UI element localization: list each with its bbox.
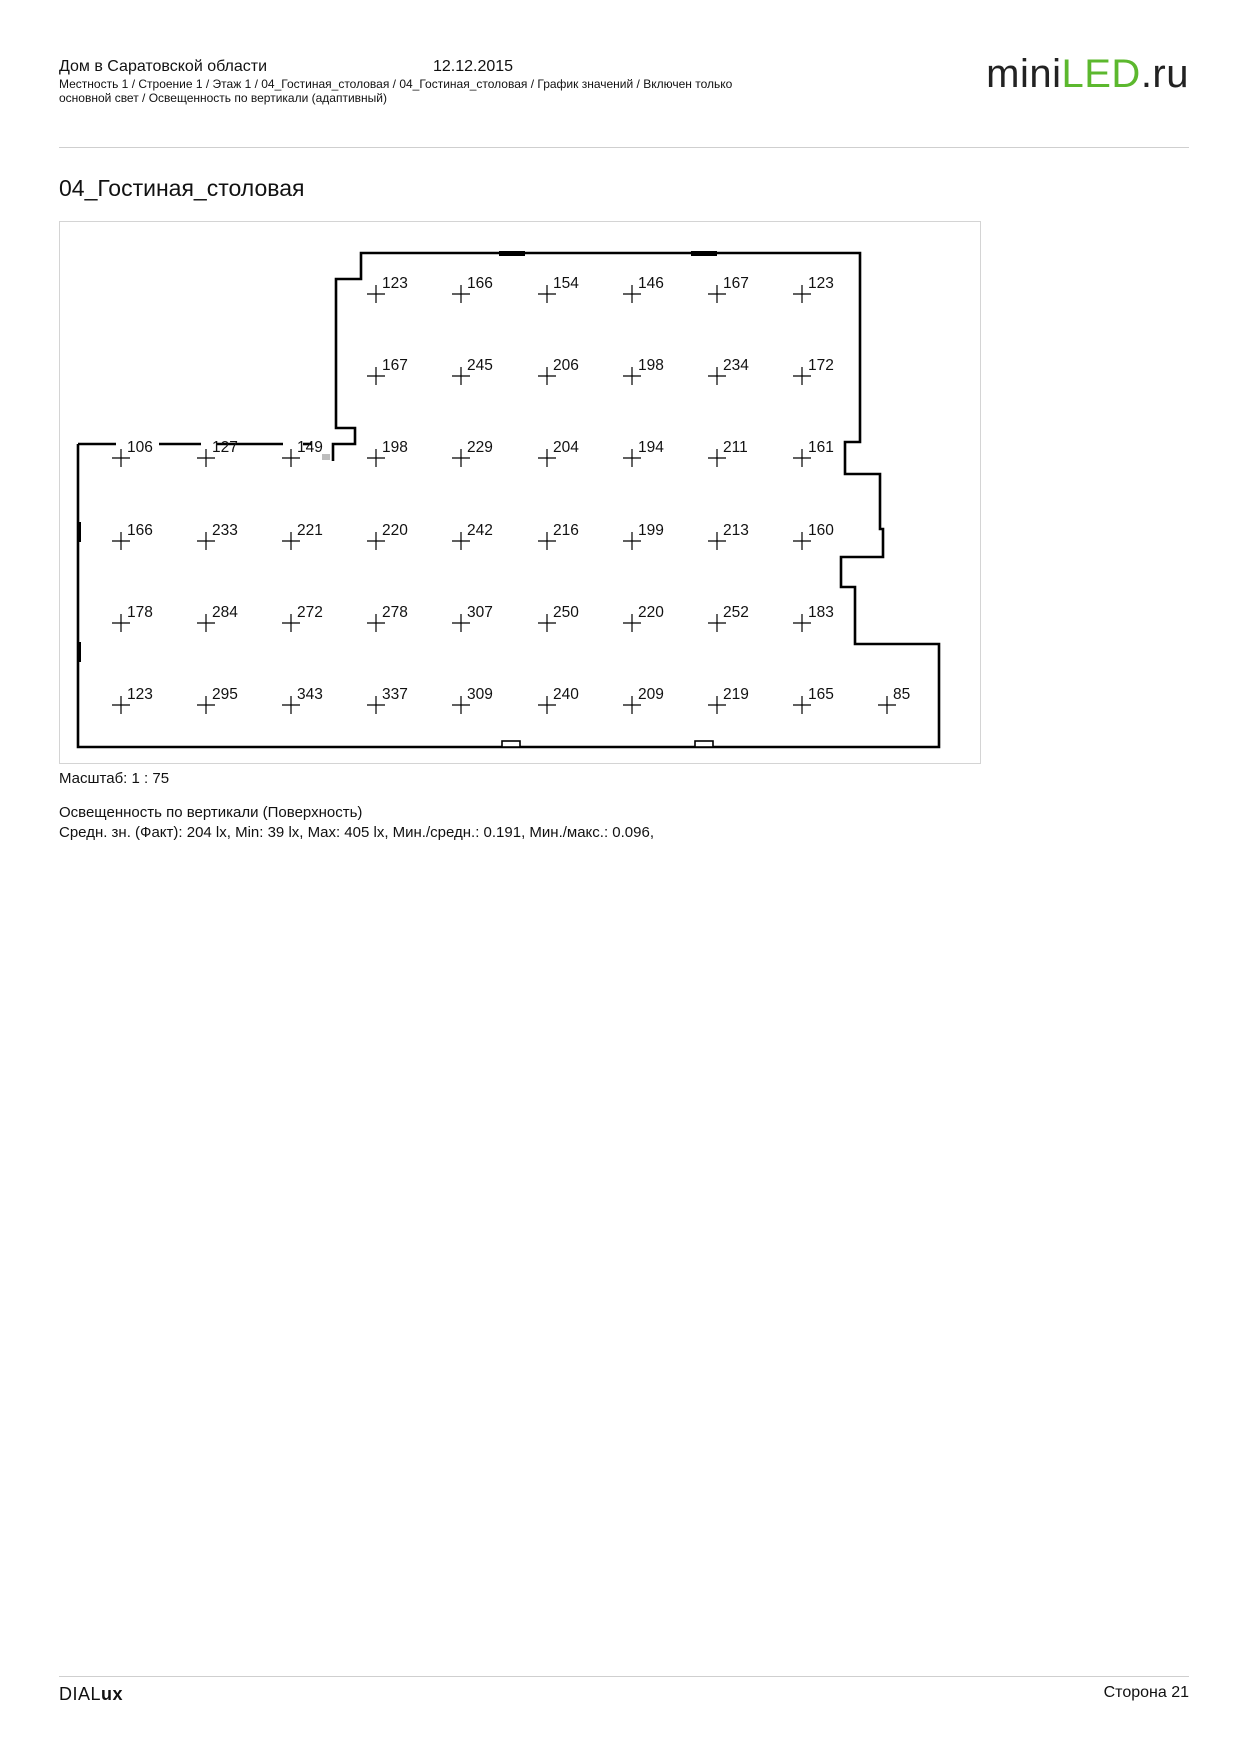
room-plan-frame <box>59 221 981 764</box>
point-value: 149 <box>297 439 323 456</box>
logo-accent: LED <box>1061 52 1141 96</box>
point-value: 209 <box>638 686 664 703</box>
brand-light: DIAL <box>59 1684 102 1704</box>
measurement-point <box>793 439 834 467</box>
page-title: 04_Гостиная_столовая <box>59 175 305 201</box>
measurement-point <box>282 522 323 550</box>
point-value: 167 <box>723 275 749 292</box>
dialux-logo <box>59 1684 123 1705</box>
measurement-point <box>708 275 749 303</box>
point-value: 194 <box>638 439 664 456</box>
measurement-points <box>112 275 910 714</box>
point-value: 165 <box>808 686 834 703</box>
measurement-point <box>623 439 664 467</box>
measurement-point <box>878 686 910 714</box>
measurement-point <box>708 604 749 632</box>
measurement-point <box>538 686 579 714</box>
window-marker <box>691 251 717 256</box>
measurement-point <box>197 522 238 550</box>
measurement-point <box>538 439 579 467</box>
point-value: 211 <box>723 439 748 456</box>
measurement-point <box>793 604 834 632</box>
point-value: 213 <box>723 522 749 539</box>
point-value: 146 <box>638 275 664 292</box>
scale-label: Масштаб: 1 : 75 <box>59 770 170 787</box>
point-value: 123 <box>808 275 834 292</box>
point-value: 216 <box>553 522 579 539</box>
point-value: 198 <box>638 357 664 374</box>
point-value: 221 <box>297 522 323 539</box>
point-value: 123 <box>382 275 408 292</box>
measurement-point <box>793 275 834 303</box>
breadcrumb: Местность 1 / Строение 1 / Этаж 1 / 04_Гостиная_столовая / 04_Гостиная_столовая / График значений / Включен только основной свет / Освещенность по вертикали (адаптивный) <box>59 77 733 105</box>
measurement-point <box>367 686 408 714</box>
point-value: 337 <box>382 686 408 703</box>
measurement-point <box>623 275 664 303</box>
point-value: 123 <box>127 686 153 703</box>
point-value: 161 <box>808 439 834 456</box>
surface-label: Освещенность по вертикали (Поверхность) <box>59 804 363 821</box>
measurement-point <box>452 357 493 385</box>
measurement-point <box>367 604 408 632</box>
point-value: 233 <box>212 522 238 539</box>
point-value: 167 <box>382 357 408 374</box>
door-marker <box>695 741 713 747</box>
measurement-point <box>367 357 408 385</box>
measurement-point <box>112 522 153 550</box>
miniled-logo <box>986 52 1189 97</box>
measurement-point <box>367 439 408 467</box>
measurement-point <box>623 357 664 385</box>
measurement-point <box>112 439 153 467</box>
point-value: 166 <box>127 522 153 539</box>
point-value: 245 <box>467 357 493 374</box>
measurement-point <box>793 522 834 550</box>
logo-prefix: mini <box>986 52 1062 96</box>
room-plan <box>60 222 982 765</box>
point-value: 284 <box>212 604 238 621</box>
measurement-point <box>282 439 323 467</box>
measurement-point <box>452 275 493 303</box>
measurement-point <box>623 522 664 550</box>
point-value: 106 <box>127 439 153 456</box>
measurement-point <box>452 604 493 632</box>
measurement-point <box>452 686 493 714</box>
door-marker <box>502 741 520 747</box>
point-value: 178 <box>127 604 153 621</box>
point-value: 278 <box>382 604 408 621</box>
point-value: 343 <box>297 686 323 703</box>
measurement-point <box>708 522 749 550</box>
measurement-point <box>112 604 153 632</box>
point-value: 154 <box>553 275 579 292</box>
measurement-point <box>708 439 748 467</box>
measurement-point <box>538 357 579 385</box>
room-outline <box>78 253 939 747</box>
footer-divider <box>59 1676 1189 1677</box>
point-value: 206 <box>553 357 579 374</box>
point-value: 229 <box>467 439 493 456</box>
point-value: 204 <box>553 439 579 456</box>
point-value: 160 <box>808 522 834 539</box>
brand-bold: ux <box>101 1684 124 1704</box>
point-value: 219 <box>723 686 749 703</box>
point-value: 172 <box>808 357 834 374</box>
project-name: Дом в Саратовской области <box>59 58 268 75</box>
measurement-point <box>367 522 408 550</box>
illuminance-stats: Средн. зн. (Факт): 204 lx, Min: 39 lx, Max: 405 lx, Мин./средн.: 0.191, Мин./макс.: 0.096, <box>59 824 654 841</box>
measurement-point <box>197 439 238 467</box>
point-value: 234 <box>723 357 749 374</box>
point-value: 183 <box>808 604 834 621</box>
measurement-point <box>623 686 664 714</box>
point-value: 272 <box>297 604 323 621</box>
measurement-point <box>282 686 323 714</box>
point-value: 166 <box>467 275 493 292</box>
measurement-point <box>708 357 749 385</box>
point-value: 85 <box>893 686 911 703</box>
measurement-point <box>112 686 153 714</box>
header-divider <box>59 147 1189 148</box>
point-value: 295 <box>212 686 238 703</box>
point-value: 252 <box>723 604 749 621</box>
wall-notch <box>322 454 330 460</box>
point-value: 309 <box>467 686 493 703</box>
point-value: 307 <box>467 604 493 621</box>
logo-suffix: .ru <box>1140 52 1189 96</box>
measurement-point <box>282 604 323 632</box>
measurement-point <box>197 686 238 714</box>
measurement-point <box>623 604 664 632</box>
point-value: 199 <box>638 522 664 539</box>
measurement-point <box>793 357 834 385</box>
measurement-point <box>452 439 493 467</box>
window-marker <box>499 251 525 256</box>
point-value: 220 <box>382 522 408 539</box>
measurement-point <box>538 604 579 632</box>
page-number: Сторона 21 <box>1103 1684 1189 1701</box>
measurement-point <box>538 275 579 303</box>
measurement-point <box>367 275 408 303</box>
report-date: 12.12.2015 <box>433 58 514 75</box>
point-value: 198 <box>382 439 408 456</box>
point-value: 240 <box>553 686 579 703</box>
measurement-point <box>452 522 493 550</box>
point-value: 250 <box>553 604 579 621</box>
point-value: 220 <box>638 604 664 621</box>
point-value: 242 <box>467 522 493 539</box>
measurement-point <box>793 686 834 714</box>
measurement-point <box>708 686 749 714</box>
measurement-point <box>538 522 579 550</box>
measurement-point <box>197 604 238 632</box>
point-value: 127 <box>212 439 238 456</box>
